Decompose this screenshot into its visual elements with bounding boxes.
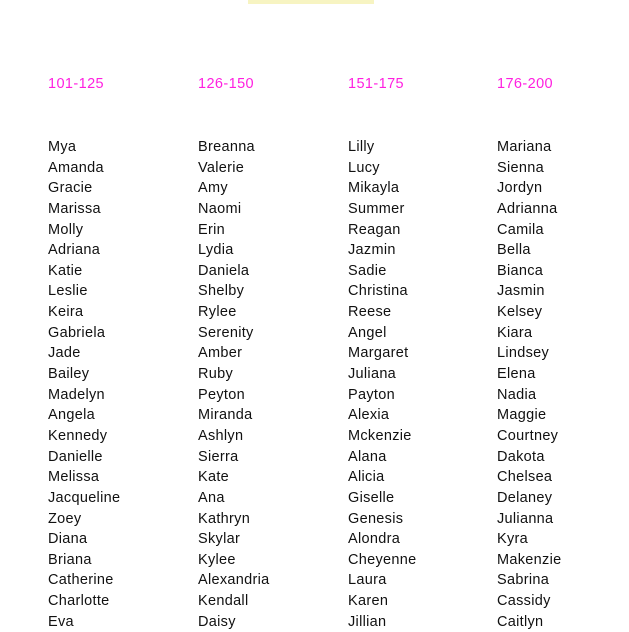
list-item: Molly	[48, 221, 84, 238]
list-item: Miranda	[198, 407, 253, 424]
list-item: Jordyn	[497, 180, 543, 197]
list-item: Laura	[348, 572, 387, 589]
list-item: Alexandria	[198, 572, 270, 589]
list-item: Shelby	[198, 283, 245, 300]
list-item: Kelsey	[497, 304, 543, 321]
list-item: Kennedy	[48, 427, 108, 444]
list-item: Giselle	[348, 489, 395, 506]
list-item: Catherine	[48, 572, 114, 589]
list-item: Cassidy	[497, 593, 551, 610]
list-item: Kiara	[497, 324, 533, 341]
list-item: Adrianna	[497, 200, 558, 217]
list-item: Elena	[497, 366, 536, 383]
column-126-150	[198, 76, 338, 630]
list-item: Mikayla	[348, 180, 400, 197]
list-item: Delaney	[497, 489, 553, 506]
list-item: Sadie	[348, 262, 387, 279]
list-item: Genesis	[348, 510, 404, 527]
list-item: Alicia	[348, 469, 385, 486]
list-item: Kate	[198, 469, 230, 486]
column-151-175	[348, 76, 488, 630]
list-item: Kylee	[198, 551, 236, 568]
list-item: Lydia	[198, 242, 234, 259]
list-item: Danielle	[48, 448, 103, 465]
list-item: Jillian	[348, 613, 387, 630]
list-item: Gabriela	[48, 324, 106, 341]
list-item: Margaret	[348, 345, 409, 362]
list-item: Eva	[48, 613, 74, 630]
list-item: Caitlyn	[497, 613, 544, 630]
list-item: Dakota	[497, 448, 545, 465]
list-item: Sierra	[198, 448, 239, 465]
list-item: Ruby	[198, 366, 234, 383]
list-item: Cheyenne	[348, 551, 417, 568]
list-item: Payton	[348, 386, 395, 403]
list-item: Naomi	[198, 200, 242, 217]
list-item: Karen	[348, 593, 389, 610]
list-item: Skylar	[198, 531, 241, 548]
list-item: Bianca	[497, 262, 544, 279]
column-header: 101-125	[48, 76, 105, 92]
list-item: Jade	[48, 345, 81, 362]
name-list	[48, 137, 120, 632]
list-item: Daniela	[198, 262, 250, 279]
name-list	[348, 137, 417, 632]
list-item: Katie	[48, 262, 83, 279]
list-item: Leslie	[48, 283, 88, 300]
list-item: Alondra	[348, 531, 401, 548]
list-item: Briana	[48, 551, 92, 568]
column-header: 126-150	[198, 76, 255, 92]
list-item: Nadia	[497, 386, 537, 403]
list-item: Serenity	[198, 324, 254, 341]
column-header: 176-200	[497, 76, 554, 92]
list-item: Marissa	[48, 200, 101, 217]
list-item: Mckenzie	[348, 427, 412, 444]
list-item: Kendall	[198, 593, 249, 610]
list-item: Keira	[48, 304, 84, 321]
list-item: Sabrina	[497, 572, 550, 589]
list-item: Lucy	[348, 159, 380, 176]
list-item: Makenzie	[497, 551, 562, 568]
list-item: Alana	[348, 448, 387, 465]
list-item: Valerie	[198, 159, 245, 176]
list-item: Amy	[198, 180, 228, 197]
list-item: Daisy	[198, 613, 236, 630]
list-item: Lindsey	[497, 345, 550, 362]
list-item: Summer	[348, 200, 405, 217]
list-item: Adriana	[48, 242, 101, 259]
list-item: Zoey	[48, 510, 82, 527]
list-item: Chelsea	[497, 469, 553, 486]
list-item: Courtney	[497, 427, 559, 444]
list-item: Bailey	[48, 366, 90, 383]
list-item: Mariana	[497, 139, 552, 155]
list-item: Alexia	[348, 407, 390, 424]
list-item: Mya	[48, 139, 77, 155]
list-item: Kyra	[497, 531, 529, 548]
list-item: Jasmin	[497, 283, 545, 300]
list-item: Camila	[497, 221, 544, 238]
list-item: Christina	[348, 283, 408, 300]
list-item: Reagan	[348, 221, 401, 238]
list-item: Charlotte	[48, 593, 110, 610]
list-item: Jazmin	[348, 242, 396, 259]
list-item: Maggie	[497, 407, 547, 424]
list-item: Gracie	[48, 180, 93, 197]
list-item: Bella	[497, 242, 531, 259]
name-list	[198, 137, 270, 632]
list-item: Breanna	[198, 139, 255, 155]
list-item: Amber	[198, 345, 243, 362]
list-item: Kathryn	[198, 510, 251, 527]
list-item: Jacqueline	[48, 489, 121, 506]
list-item: Melissa	[48, 469, 100, 486]
list-item: Juliana	[348, 366, 397, 383]
list-item: Diana	[48, 531, 88, 548]
list-item: Lilly	[348, 139, 375, 155]
list-item: Peyton	[198, 386, 245, 403]
column-176-200	[497, 76, 629, 630]
list-item: Angel	[348, 324, 387, 341]
list-item: Ashlyn	[198, 427, 244, 444]
name-list	[497, 137, 561, 632]
list-item: Julianna	[497, 510, 554, 527]
list-item: Ana	[198, 489, 225, 506]
list-item: Amanda	[48, 159, 104, 176]
list-item: Madelyn	[48, 386, 105, 403]
list-item: Erin	[198, 221, 225, 238]
column-header: 151-175	[348, 76, 405, 92]
list-item: Sienna	[497, 159, 544, 176]
list-item: Rylee	[198, 304, 237, 321]
column-101-125	[48, 76, 188, 630]
list-item: Reese	[348, 304, 392, 321]
list-item: Angela	[48, 407, 95, 424]
